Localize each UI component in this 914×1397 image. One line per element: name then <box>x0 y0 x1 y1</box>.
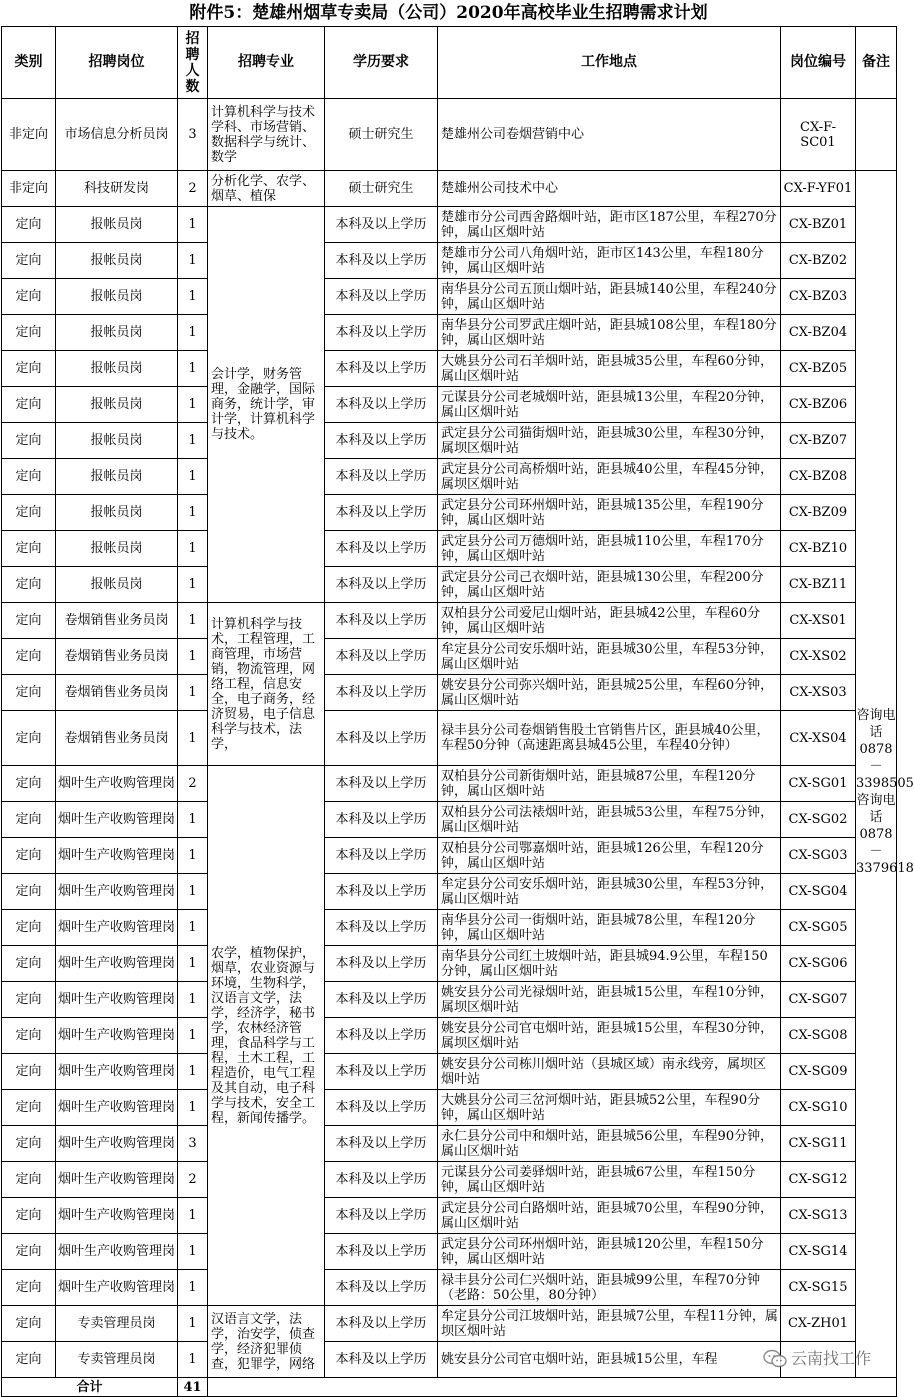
count-cell: 1 <box>178 1198 208 1234</box>
category-cell: 定向 <box>2 874 56 910</box>
code-cell: CX-SG11 <box>781 1126 856 1162</box>
education-cell: 本科及以上学历 <box>325 1234 438 1270</box>
header-major: 招聘专业 <box>208 27 325 99</box>
code-cell: CX-SG04 <box>781 874 856 910</box>
category-cell: 定向 <box>2 946 56 982</box>
code-cell: CX-F-YF01 <box>781 171 856 207</box>
post-cell: 烟叶生产收购管理岗 <box>56 1270 178 1306</box>
location-cell: 武定县分公司环州烟叶站，距县城135公里，车程190分钟，属山区烟叶站 <box>438 495 781 531</box>
table-row <box>2 910 897 946</box>
location-cell: 双柏县分公司鄂嘉烟叶站，距县城126公里，车程120分钟，属山区烟叶站 <box>438 838 781 874</box>
location-cell: 大姚县分公司三岔河烟叶站，距县城52公里，车程90分钟，属山区烟叶站 <box>438 1090 781 1126</box>
count-cell: 1 <box>178 1054 208 1090</box>
count-cell: 1 <box>178 387 208 423</box>
total-label: 合计 <box>2 1378 178 1397</box>
education-cell: 本科及以上学历 <box>325 838 438 874</box>
education-cell: 本科及以上学历 <box>325 1018 438 1054</box>
major-cell: 分析化学、农学、烟草、植保 <box>208 171 325 207</box>
header-category: 类别 <box>2 27 56 99</box>
table-row <box>2 495 897 531</box>
category-cell: 非定向 <box>2 171 56 207</box>
category-cell: 定向 <box>2 711 56 766</box>
header-note: 备注 <box>856 27 897 99</box>
count-cell: 1 <box>178 279 208 315</box>
post-cell: 卷烟销售业务员岗 <box>56 639 178 675</box>
code-cell: CX-BZ04 <box>781 315 856 351</box>
location-cell: 永仁县分公司中和烟叶站，距县城56公里，车程90分钟，属山区烟叶站 <box>438 1126 781 1162</box>
category-cell: 定向 <box>2 1198 56 1234</box>
code-cell: CX-SG06 <box>781 946 856 982</box>
education-cell: 本科及以上学历 <box>325 766 438 802</box>
post-cell: 报帐员岗 <box>56 243 178 279</box>
education-cell: 本科及以上学历 <box>325 1054 438 1090</box>
code-cell: CX-BZ10 <box>781 531 856 567</box>
recruitment-table <box>1 26 914 1397</box>
category-cell: 定向 <box>2 243 56 279</box>
table-row <box>2 387 897 423</box>
header-row <box>2 27 897 99</box>
major-cell: 农学，植物保护，烟草，农业资源与环境，生物科学，汉语言文学，法学，经济学，秘书学，农林经济管理，食品科学与工程，土木工程，工程造价，电气工程及其自动，电子科学与技术，安全工程，新闻传播学。 <box>208 766 325 1306</box>
location-cell: 武定县分公司高桥烟叶站，距县城40公里，车程45分钟，属坝区烟叶站 <box>438 459 781 495</box>
code-cell: CX-XS02 <box>781 639 856 675</box>
count-cell: 1 <box>178 207 208 243</box>
table-row <box>2 531 897 567</box>
total-row <box>2 1378 897 1397</box>
count-cell: 1 <box>178 423 208 459</box>
category-cell: 定向 <box>2 910 56 946</box>
code-cell: CX-SG07 <box>781 982 856 1018</box>
header-education: 学历要求 <box>325 27 438 99</box>
location-cell: 楚雄州公司技术中心 <box>438 171 781 207</box>
category-cell: 定向 <box>2 603 56 639</box>
table-row <box>2 423 897 459</box>
count-cell: 1 <box>178 495 208 531</box>
code-cell: CX-SG10 <box>781 1090 856 1126</box>
post-cell: 烟叶生产收购管理岗 <box>56 874 178 910</box>
code-cell: CX-SG01 <box>781 766 856 802</box>
post-cell: 烟叶生产收购管理岗 <box>56 1126 178 1162</box>
note-cell-empty <box>856 99 897 171</box>
count-cell: 1 <box>178 1234 208 1270</box>
table-row <box>2 1018 897 1054</box>
post-cell: 报帐员岗 <box>56 495 178 531</box>
location-cell: 元谋县分公司姜驿烟叶站，距县城67公里，车程150分钟，属山区烟叶站 <box>438 1162 781 1198</box>
location-cell: 南华县分公司五顶山烟叶站，距县城140公里，车程240分钟，属山区烟叶站 <box>438 279 781 315</box>
count-cell: 1 <box>178 675 208 711</box>
count-cell: 3 <box>178 99 208 171</box>
table-row <box>2 982 897 1018</box>
location-cell: 牟定县分公司江坡烟叶站，距县城7公里，车程11分钟，属坝区烟叶站 <box>438 1306 781 1342</box>
education-cell: 本科及以上学历 <box>325 1126 438 1162</box>
count-cell: 1 <box>178 711 208 766</box>
category-cell: 定向 <box>2 567 56 603</box>
education-cell: 本科及以上学历 <box>325 279 438 315</box>
education-cell: 本科及以上学历 <box>325 802 438 838</box>
category-cell: 定向 <box>2 1234 56 1270</box>
location-cell: 南华县分公司红土坡烟叶站，距县城94.9公里，车程150分钟，属山区烟叶站 <box>438 946 781 982</box>
count-cell: 1 <box>178 1090 208 1126</box>
education-cell: 本科及以上学历 <box>325 675 438 711</box>
major-cell: 汉语言文学，法学，治安学，侦查学，经济犯罪侦查，犯罪学，网络 <box>208 1306 325 1378</box>
location-cell: 楚雄市分公司西舍路烟叶站，距市区187公里，车程270分钟，属山区烟叶站 <box>438 207 781 243</box>
education-cell: 本科及以上学历 <box>325 495 438 531</box>
education-cell: 本科及以上学历 <box>325 639 438 675</box>
code-cell: CX-SG09 <box>781 1054 856 1090</box>
location-cell: 南华县分公司罗武庄烟叶站，距县城108公里，车程180分钟，属山区烟叶站 <box>438 315 781 351</box>
location-cell: 武定县分公司白路烟叶站，距县城70公里，车程90分钟，属山区烟叶站 <box>438 1198 781 1234</box>
location-cell: 牟定县分公司安乐烟叶站，距县城30公里，车程53分钟，属山区烟叶站 <box>438 639 781 675</box>
location-cell: 姚安县分公司官屯烟叶站，距县城15公里，车程30分钟，属坝区烟叶站 <box>438 1018 781 1054</box>
table-row <box>2 207 897 243</box>
education-cell: 硕士研究生 <box>325 99 438 171</box>
code-cell: CX-BZ03 <box>781 279 856 315</box>
location-cell: 禄丰县分公司卷烟销售股土官销售片区，距县城40公里，车程50分钟（高速距离县城45公里，车程40分钟） <box>438 711 781 766</box>
category-cell: 定向 <box>2 1162 56 1198</box>
watermark <box>763 1346 871 1372</box>
table-row <box>2 766 897 802</box>
education-cell: 本科及以上学历 <box>325 1270 438 1306</box>
count-cell: 2 <box>178 1162 208 1198</box>
post-cell: 烟叶生产收购管理岗 <box>56 1198 178 1234</box>
count-cell: 1 <box>178 910 208 946</box>
table-row <box>2 171 897 207</box>
location-cell: 武定县分公司猫街烟叶站，距县城30公里，车程30分钟，属坝区烟叶站 <box>438 423 781 459</box>
post-cell: 报帐员岗 <box>56 567 178 603</box>
location-cell: 武定县分公司己衣烟叶站，距县城130公里，车程200分钟，属山区烟叶站 <box>438 567 781 603</box>
table-row <box>2 99 897 171</box>
education-cell: 本科及以上学历 <box>325 207 438 243</box>
post-cell: 报帐员岗 <box>56 387 178 423</box>
count-cell: 1 <box>178 838 208 874</box>
education-cell: 本科及以上学历 <box>325 531 438 567</box>
code-cell: CX-SG08 <box>781 1018 856 1054</box>
education-cell: 本科及以上学历 <box>325 567 438 603</box>
education-cell: 本科及以上学历 <box>325 603 438 639</box>
code-cell: CX-SG03 <box>781 838 856 874</box>
count-cell: 1 <box>178 1270 208 1306</box>
category-cell: 定向 <box>2 1342 56 1378</box>
category-cell: 定向 <box>2 531 56 567</box>
category-cell: 定向 <box>2 982 56 1018</box>
header-post: 招聘岗位 <box>56 27 178 99</box>
count-cell: 1 <box>178 1342 208 1378</box>
post-cell: 烟叶生产收购管理岗 <box>56 910 178 946</box>
table-row <box>2 567 897 603</box>
education-cell: 本科及以上学历 <box>325 243 438 279</box>
table-row <box>2 1090 897 1126</box>
code-cell: CX-XS01 <box>781 603 856 639</box>
location-cell: 双柏县分公司新街烟叶站，距县城87公里，车程120分钟，属山区烟叶站 <box>438 766 781 802</box>
location-cell: 姚安县分公司栋川烟叶站（县城区域）南永线旁，属坝区烟叶站 <box>438 1054 781 1090</box>
location-cell: 姚安县分公司弥兴烟叶站，距县城25公里，车程60分钟，属山区烟叶站 <box>438 675 781 711</box>
code-cell: CX-BZ08 <box>781 459 856 495</box>
wechat-icon <box>763 1349 787 1369</box>
code-cell: CX-SG05 <box>781 910 856 946</box>
code-cell: CX-BZ05 <box>781 351 856 387</box>
count-cell: 2 <box>178 171 208 207</box>
table-row <box>2 946 897 982</box>
table-row <box>2 639 897 675</box>
count-cell: 1 <box>178 802 208 838</box>
location-cell: 武定县分公司万德烟叶站，距县城110公里，车程170分钟，属山区烟叶站 <box>438 531 781 567</box>
count-cell: 1 <box>178 639 208 675</box>
table-row <box>2 315 897 351</box>
education-cell: 本科及以上学历 <box>325 351 438 387</box>
header-count-text: 招聘人数 <box>185 30 200 95</box>
code-cell: CX-BZ06 <box>781 387 856 423</box>
post-cell: 烟叶生产收购管理岗 <box>56 1234 178 1270</box>
post-cell: 烟叶生产收购管理岗 <box>56 946 178 982</box>
count-cell: 1 <box>178 1306 208 1342</box>
total-filler <box>208 1378 897 1397</box>
count-cell: 1 <box>178 1018 208 1054</box>
table-row <box>2 711 897 766</box>
education-cell: 本科及以上学历 <box>325 982 438 1018</box>
count-cell: 1 <box>178 603 208 639</box>
location-cell: 双柏县分公司法裱烟叶站，距县城53公里，车程75分钟，属山区烟叶站 <box>438 802 781 838</box>
category-cell: 定向 <box>2 675 56 711</box>
post-cell: 烟叶生产收购管理岗 <box>56 1018 178 1054</box>
location-cell: 姚安县分公司光禄烟叶站，距县城15公里，车程10分钟，属坝区烟叶站 <box>438 982 781 1018</box>
count-cell: 1 <box>178 459 208 495</box>
code-cell: CX-BZ01 <box>781 207 856 243</box>
code-cell: CX-XS03 <box>781 675 856 711</box>
table-row <box>2 838 897 874</box>
code-cell: CX-SG15 <box>781 1270 856 1306</box>
table-row <box>2 243 897 279</box>
location-cell: 姚安县分公司官屯烟叶站，距县城15公里，车程 <box>438 1342 781 1378</box>
location-cell: 牟定县分公司安乐烟叶站，距县城30公里，车程53分钟，属山区烟叶站 <box>438 874 781 910</box>
education-cell: 本科及以上学历 <box>325 1162 438 1198</box>
header-code: 岗位编号 <box>781 27 856 99</box>
post-cell: 市场信息分析员岗 <box>56 99 178 171</box>
post-cell: 报帐员岗 <box>56 423 178 459</box>
location-cell: 大姚县分公司石羊烟叶站，距县城35公里，车程60分钟，属山区烟叶站 <box>438 351 781 387</box>
code-cell: CX-BZ09 <box>781 495 856 531</box>
code-cell: CX-BZ07 <box>781 423 856 459</box>
table-row <box>2 1306 897 1342</box>
education-cell: 本科及以上学历 <box>325 315 438 351</box>
location-cell: 双柏县分公司爱尼山烟叶站，距县城42公里，车程60分钟，属山区烟叶站 <box>438 603 781 639</box>
education-cell: 本科及以上学历 <box>325 711 438 766</box>
table-row <box>2 1162 897 1198</box>
code-cell: CX-F-SC01 <box>781 99 856 171</box>
table-row <box>2 279 897 315</box>
category-cell: 定向 <box>2 1090 56 1126</box>
table-row <box>2 459 897 495</box>
location-cell: 禄丰县分公司仁兴烟叶站，距县城99公里，车程70分钟（老路：50公里，80分钟） <box>438 1270 781 1306</box>
category-cell: 定向 <box>2 387 56 423</box>
post-cell: 烟叶生产收购管理岗 <box>56 1090 178 1126</box>
post-cell: 烟叶生产收购管理岗 <box>56 1054 178 1090</box>
post-cell: 报帐员岗 <box>56 279 178 315</box>
post-cell: 专卖管理员岗 <box>56 1306 178 1342</box>
major-cell: 计算机科学与技术学科、市场营销、数据科学与统计、数学 <box>208 99 325 171</box>
education-cell: 本科及以上学历 <box>325 1306 438 1342</box>
education-cell: 本科及以上学历 <box>325 946 438 982</box>
location-cell: 武定县分公司环州烟叶站，距县城120公里，车程150分钟，属山区烟叶站 <box>438 1234 781 1270</box>
table-row <box>2 351 897 387</box>
document-title: 附件5：楚雄州烟草专卖局（公司）2020年高校毕业生招聘需求计划 <box>189 3 708 23</box>
header-count <box>178 27 208 99</box>
post-cell: 烟叶生产收购管理岗 <box>56 1162 178 1198</box>
header-location: 工作地点 <box>438 27 781 99</box>
post-cell: 卷烟销售业务员岗 <box>56 711 178 766</box>
category-cell: 定向 <box>2 802 56 838</box>
post-cell: 卷烟销售业务员岗 <box>56 675 178 711</box>
category-cell: 定向 <box>2 423 56 459</box>
education-cell: 本科及以上学历 <box>325 387 438 423</box>
category-cell: 定向 <box>2 1018 56 1054</box>
code-cell: CX-SG13 <box>781 1198 856 1234</box>
category-cell: 定向 <box>2 766 56 802</box>
note-cell: 咨询电话0878－3398505咨询电话0878－3379618 <box>856 207 897 1378</box>
post-cell: 烟叶生产收购管理岗 <box>56 982 178 1018</box>
post-cell: 烟叶生产收购管理岗 <box>56 838 178 874</box>
code-cell: CX-BZ02 <box>781 243 856 279</box>
table-row <box>2 1198 897 1234</box>
location-cell: 元谋县分公司老城烟叶站，距县城13公里，车程20分钟，属山区烟叶站 <box>438 387 781 423</box>
count-cell: 1 <box>178 351 208 387</box>
education-cell: 本科及以上学历 <box>325 459 438 495</box>
category-cell: 定向 <box>2 279 56 315</box>
category-cell: 定向 <box>2 459 56 495</box>
education-cell: 本科及以上学历 <box>325 1090 438 1126</box>
watermark-text: 云南找工作 <box>790 1349 871 1368</box>
category-cell: 定向 <box>2 1270 56 1306</box>
count-cell: 1 <box>178 315 208 351</box>
post-cell: 烟叶生产收购管理岗 <box>56 802 178 838</box>
category-cell: 定向 <box>2 315 56 351</box>
education-cell: 本科及以上学历 <box>325 1342 438 1378</box>
post-cell: 科技研发岗 <box>56 171 178 207</box>
post-cell: 报帐员岗 <box>56 531 178 567</box>
table-row <box>2 1270 897 1306</box>
code-cell: CX-XS04 <box>781 711 856 766</box>
major-cell: 计算机科学与技术，工程管理，工商管理，市场营销，物流管理，网络工程，信息安全，电子商务，经济贸易，电子信息科学与技术，法学， <box>208 603 325 766</box>
category-cell: 定向 <box>2 639 56 675</box>
count-cell: 2 <box>178 766 208 802</box>
table-body <box>2 99 914 1397</box>
code-cell: CX-SG14 <box>781 1234 856 1270</box>
code-cell: CX-ZH01 <box>781 1306 856 1342</box>
count-cell: 1 <box>178 243 208 279</box>
table-row <box>2 1054 897 1090</box>
post-cell: 报帐员岗 <box>56 207 178 243</box>
code-cell: CX-SG12 <box>781 1162 856 1198</box>
category-cell: 定向 <box>2 1126 56 1162</box>
category-cell: 定向 <box>2 1306 56 1342</box>
count-cell: 1 <box>178 567 208 603</box>
count-cell: 1 <box>178 982 208 1018</box>
education-cell: 本科及以上学历 <box>325 874 438 910</box>
category-cell: 定向 <box>2 207 56 243</box>
total-value: 41 <box>178 1378 208 1397</box>
count-cell: 3 <box>178 1126 208 1162</box>
location-cell: 楚雄州公司卷烟营销中心 <box>438 99 781 171</box>
post-cell: 报帐员岗 <box>56 459 178 495</box>
post-cell: 卷烟销售业务员岗 <box>56 603 178 639</box>
location-cell: 楚雄市分公司八角烟叶站，距市区143公里，车程180分钟，属山区烟叶站 <box>438 243 781 279</box>
code-cell: CX-SG02 <box>781 802 856 838</box>
education-cell: 本科及以上学历 <box>325 1198 438 1234</box>
post-cell: 报帐员岗 <box>56 315 178 351</box>
count-cell: 1 <box>178 874 208 910</box>
table-row <box>2 802 897 838</box>
table-row <box>2 1126 897 1162</box>
post-cell: 烟叶生产收购管理岗 <box>56 766 178 802</box>
code-cell: CX-BZ11 <box>781 567 856 603</box>
count-cell: 1 <box>178 946 208 982</box>
location-cell: 南华县分公司一街烟叶站，距县城78公里，车程120分钟，属山区烟叶站 <box>438 910 781 946</box>
major-cell: 会计学，财务管理，金融学，国际商务，统计学，审计学，计算机科学与技术。 <box>208 207 325 603</box>
category-cell: 定向 <box>2 838 56 874</box>
category-cell: 定向 <box>2 351 56 387</box>
education-cell: 本科及以上学历 <box>325 423 438 459</box>
category-cell: 定向 <box>2 495 56 531</box>
table-row <box>2 874 897 910</box>
category-cell: 定向 <box>2 1054 56 1090</box>
note-cell-empty <box>856 171 897 207</box>
education-cell: 硕士研究生 <box>325 171 438 207</box>
education-cell: 本科及以上学历 <box>325 910 438 946</box>
post-cell: 报帐员岗 <box>56 351 178 387</box>
category-cell: 非定向 <box>2 99 56 171</box>
table-row <box>2 1234 897 1270</box>
count-cell: 1 <box>178 531 208 567</box>
post-cell: 专卖管理员岗 <box>56 1342 178 1378</box>
table-row <box>2 603 897 639</box>
table-row <box>2 675 897 711</box>
